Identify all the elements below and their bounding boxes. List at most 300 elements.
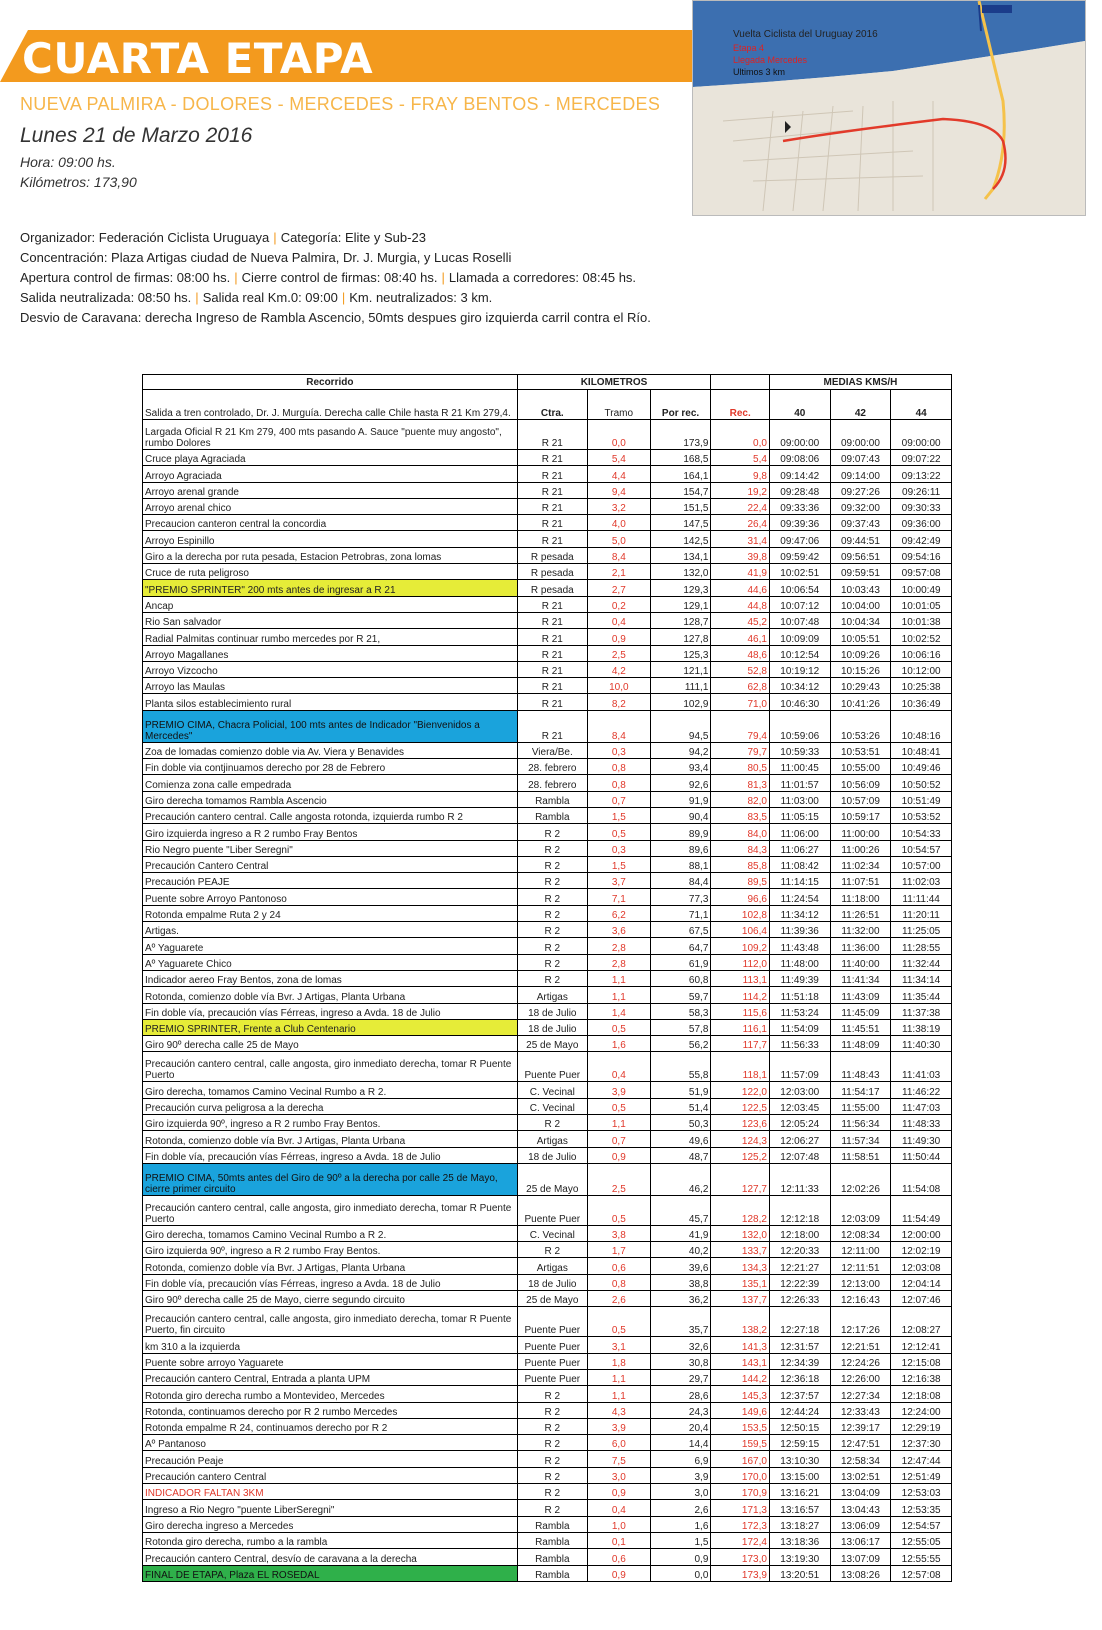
cell-media-44: 10:06:16 (891, 645, 952, 661)
cell-rec: 9,8 (711, 466, 770, 482)
cell-ctra: R 21 (517, 450, 587, 466)
cell-por-rec: 6,9 (650, 1451, 711, 1467)
cell-recorrido: FINAL DE ETAPA, Plaza EL ROSEDAL (143, 1565, 518, 1581)
cell-recorrido: Arroyo Vizcocho (143, 661, 518, 677)
cell-tramo: 2,1 (587, 564, 650, 580)
cell-media-42: 09:44:51 (830, 531, 891, 547)
cell-rec: 114,2 (711, 987, 770, 1003)
cell-media-42: 10:53:26 (830, 710, 891, 742)
cell-por-rec: 64,7 (650, 938, 711, 954)
cell-rec: 172,3 (711, 1516, 770, 1532)
subheader-42: 42 (830, 390, 891, 420)
cell-rec: 84,0 (711, 824, 770, 840)
cell-media-42: 11:02:34 (830, 856, 891, 872)
cell-tramo: 0,3 (587, 840, 650, 856)
cell-por-rec: 125,3 (650, 645, 711, 661)
cell-media-42: 12:39:17 (830, 1418, 891, 1434)
cell-tramo: 1,7 (587, 1242, 650, 1258)
cell-media-42: 11:58:51 (830, 1147, 891, 1163)
cell-media-42: 12:33:43 (830, 1402, 891, 1418)
cell-por-rec: 49,6 (650, 1131, 711, 1147)
cell-rec: 0,0 (711, 420, 770, 450)
cell-rec: 122,0 (711, 1082, 770, 1098)
cell-media-42: 10:04:34 (830, 612, 891, 628)
header-recorrido: Recorrido (143, 375, 518, 390)
cell-rec: 41,9 (711, 564, 770, 580)
cell-media-40: 11:53:24 (769, 1003, 830, 1019)
cell-media-42: 13:04:09 (830, 1484, 891, 1500)
cell-media-40: 11:34:12 (769, 905, 830, 921)
cell-recorrido: Fin doble vía, precaución vías Férreas, ingreso a Avda. 18 de Julio (143, 1274, 518, 1290)
map-title: Vuelta Ciclista del Uruguay 2016 (733, 29, 878, 40)
cell-media-42: 10:09:26 (830, 645, 891, 661)
cell-media-44: 12:24:00 (891, 1402, 952, 1418)
cell-tramo: 3,1 (587, 1337, 650, 1353)
cell-ctra: Viera/Be. (517, 742, 587, 758)
cell-tramo: 2,8 (587, 954, 650, 970)
cell-recorrido: Precaución cantero Central (143, 1467, 518, 1483)
cell-tramo: 1,6 (587, 1036, 650, 1052)
cell-media-40: 12:06:27 (769, 1131, 830, 1147)
cell-media-42: 13:08:26 (830, 1565, 891, 1581)
cell-recorrido: km 310 a la izquierda (143, 1337, 518, 1353)
cell-tramo: 0,9 (587, 1565, 650, 1581)
table-row (143, 580, 952, 596)
cell-rec: 143,1 (711, 1353, 770, 1369)
stage-hora: Hora: 09:00 hs. (20, 154, 116, 170)
table-row (143, 1516, 952, 1532)
cell-media-44: 10:01:05 (891, 596, 952, 612)
cell-recorrido: Arroyo Agraciada (143, 466, 518, 482)
cell-media-40: 12:07:48 (769, 1147, 830, 1163)
cell-tramo: 7,1 (587, 889, 650, 905)
cell-media-44: 10:36:49 (891, 694, 952, 710)
cell-ctra: R 21 (517, 645, 587, 661)
table-subheader-row (143, 390, 952, 420)
cell-media-40: 11:56:33 (769, 1036, 830, 1052)
cell-ctra: Rambla (517, 1516, 587, 1532)
cell-media-44: 10:01:38 (891, 612, 952, 628)
cell-ctra: 18 de Julio (517, 1147, 587, 1163)
cell-recorrido: Precaucion canteron central la concordia (143, 515, 518, 531)
cell-media-40: 09:47:06 (769, 531, 830, 547)
cell-media-42: 12:11:51 (830, 1258, 891, 1274)
cell-media-40: 11:03:00 (769, 791, 830, 807)
cell-rec: 113,1 (711, 970, 770, 986)
cell-media-40: 10:02:51 (769, 564, 830, 580)
cell-por-rec: 29,7 (650, 1369, 711, 1385)
cell-por-rec: 38,8 (650, 1274, 711, 1290)
cell-rec: 62,8 (711, 678, 770, 694)
cell-media-42: 10:03:43 (830, 580, 891, 596)
cell-ctra: Puente Puer (517, 1369, 587, 1385)
cell-media-40: 10:07:12 (769, 596, 830, 612)
table-row (143, 775, 952, 791)
cell-rec: 133,7 (711, 1242, 770, 1258)
table-row (143, 694, 952, 710)
cell-tramo: 1,1 (587, 1369, 650, 1385)
cell-ctra: R 21 (517, 678, 587, 694)
table-row (143, 596, 952, 612)
cell-rec: 128,2 (711, 1195, 770, 1225)
cell-por-rec: 154,7 (650, 482, 711, 498)
cell-ctra: R 2 (517, 954, 587, 970)
cell-media-44: 09:30:33 (891, 498, 952, 514)
cell-media-42: 11:57:34 (830, 1131, 891, 1147)
cell-media-42: 10:57:09 (830, 791, 891, 807)
cell-recorrido: Precaución cantero central. Calle angosta rotonda, izquierda rumbo R 2 (143, 807, 518, 823)
cell-por-rec: 24,3 (650, 1402, 711, 1418)
cell-tramo: 4,0 (587, 515, 650, 531)
cell-media-44: 12:04:14 (891, 1274, 952, 1290)
cell-ctra: R 2 (517, 905, 587, 921)
cell-ctra: R 21 (517, 531, 587, 547)
cell-por-rec: 2,6 (650, 1500, 711, 1516)
table-row (143, 922, 952, 938)
table-row (143, 661, 952, 677)
cell-media-42: 11:36:00 (830, 938, 891, 954)
cell-tramo: 1,0 (587, 1516, 650, 1532)
cell-recorrido: Ingreso a Rio Negro "puente LiberSeregni" (143, 1500, 518, 1516)
cell-media-42: 12:17:26 (830, 1307, 891, 1337)
cell-media-40: 10:09:09 (769, 629, 830, 645)
cell-por-rec: 40,2 (650, 1242, 711, 1258)
cell-rec: 141,3 (711, 1337, 770, 1353)
info-row-desvio (20, 308, 651, 328)
table-row (143, 807, 952, 823)
cell-rec: 85,8 (711, 856, 770, 872)
table-row (143, 759, 952, 775)
cell-media-40: 10:12:54 (769, 645, 830, 661)
cell-recorrido: Aº Pantanoso (143, 1435, 518, 1451)
cell-media-40: 12:50:15 (769, 1418, 830, 1434)
cell-rec: 22,4 (711, 498, 770, 514)
cell-recorrido: Precaución cantero central, calle angosta, giro inmediato derecha, tomar R Puente Puerto, fin circuito (143, 1307, 518, 1337)
cell-tramo: 0,2 (587, 596, 650, 612)
cell-media-42: 10:15:26 (830, 661, 891, 677)
cell-media-44: 12:51:49 (891, 1467, 952, 1483)
cell-ctra: Rambla (517, 1565, 587, 1581)
cell-por-rec: 77,3 (650, 889, 711, 905)
cell-recorrido: Cruce playa Agraciada (143, 450, 518, 466)
table-row (143, 987, 952, 1003)
subheader-44: 44 (891, 390, 952, 420)
cell-media-44: 10:50:52 (891, 775, 952, 791)
cell-media-44: 10:00:49 (891, 580, 952, 596)
cell-recorrido: Precaución cantero Central, desvío de caravana a la derecha (143, 1549, 518, 1565)
cell-media-40: 12:34:39 (769, 1353, 830, 1369)
cell-media-42: 09:07:43 (830, 450, 891, 466)
cell-rec: 31,4 (711, 531, 770, 547)
cell-recorrido: Giro a la derecha por ruta pesada, Estacion Petrobras, zona lomas (143, 547, 518, 563)
cell-por-rec: 129,3 (650, 580, 711, 596)
cell-media-42: 10:53:51 (830, 742, 891, 758)
cell-por-rec: 51,9 (650, 1082, 711, 1098)
cell-rec: 106,4 (711, 922, 770, 938)
cell-rec: 137,7 (711, 1291, 770, 1307)
cell-tramo: 1,1 (587, 1386, 650, 1402)
cell-por-rec: 39,6 (650, 1258, 711, 1274)
cell-recorrido: Fin doble vía, precaución vías Férreas, ingreso a Avda. 18 de Julio (143, 1147, 518, 1163)
cell-por-rec: 93,4 (650, 759, 711, 775)
cell-media-44: 10:51:49 (891, 791, 952, 807)
table-row (143, 645, 952, 661)
cell-media-44: 10:48:41 (891, 742, 952, 758)
cell-media-44: 09:07:22 (891, 450, 952, 466)
cell-ctra: R 2 (517, 1435, 587, 1451)
cell-recorrido: PREMIO SPRINTER, Frente a Club Centenario (143, 1019, 518, 1035)
cell-tramo: 10,0 (587, 678, 650, 694)
cell-media-42: 12:13:00 (830, 1274, 891, 1290)
cell-ctra: 25 de Mayo (517, 1036, 587, 1052)
cell-por-rec: 88,1 (650, 856, 711, 872)
cell-tramo: 3,6 (587, 922, 650, 938)
cell-ctra: R pesada (517, 580, 587, 596)
cell-media-44: 09:13:22 (891, 466, 952, 482)
cell-recorrido: Artigas. (143, 922, 518, 938)
cell-media-44: 12:16:38 (891, 1369, 952, 1385)
cell-ctra: R 2 (517, 970, 587, 986)
table-row (143, 1274, 952, 1290)
cell-media-42: 12:21:51 (830, 1337, 891, 1353)
cell-tramo: 0,8 (587, 775, 650, 791)
cell-media-40: 12:03:00 (769, 1082, 830, 1098)
cell-media-44: 10:02:52 (891, 629, 952, 645)
cell-tramo: 0,5 (587, 1307, 650, 1337)
cell-por-rec: 164,1 (650, 466, 711, 482)
cell-ctra: Artigas (517, 987, 587, 1003)
cell-media-40: 12:26:33 (769, 1291, 830, 1307)
cell-media-40: 12:12:18 (769, 1195, 830, 1225)
cell-rec: 122,5 (711, 1098, 770, 1114)
cell-media-42: 09:37:43 (830, 515, 891, 531)
cell-tramo: 0,6 (587, 1549, 650, 1565)
cell-media-44: 12:29:19 (891, 1418, 952, 1434)
table-row (143, 954, 952, 970)
cell-ctra: R 2 (517, 1418, 587, 1434)
cell-por-rec: 56,2 (650, 1036, 711, 1052)
cell-tramo: 6,0 (587, 1435, 650, 1451)
cell-por-rec: 1,6 (650, 1516, 711, 1532)
cell-recorrido: Rio Negro puente "Liber Seregni" (143, 840, 518, 856)
cell-por-rec: 55,8 (650, 1052, 711, 1082)
cell-media-42: 10:41:26 (830, 694, 891, 710)
subheader-ctra: Ctra. (517, 390, 587, 420)
cell-media-42: 12:02:26 (830, 1163, 891, 1195)
cell-recorrido: Arroyo Magallanes (143, 645, 518, 661)
header-medias: MEDIAS KMS/H (769, 375, 951, 390)
table-row (143, 1147, 952, 1163)
cell-rec: 153,5 (711, 1418, 770, 1434)
cell-recorrido: Rio San salvador (143, 612, 518, 628)
cell-recorrido: Arroyo Espinillo (143, 531, 518, 547)
stage-date: Lunes 21 de Marzo 2016 (20, 124, 253, 147)
cell-media-44: 09:26:11 (891, 482, 952, 498)
cell-tramo: 9,4 (587, 482, 650, 498)
cell-ctra: R 21 (517, 498, 587, 514)
cell-media-42: 12:16:43 (830, 1291, 891, 1307)
cell-media-44: 12:03:08 (891, 1258, 952, 1274)
cell-recorrido: "PREMIO SPRINTER" 200 mts antes de ingresar a R 21 (143, 580, 518, 596)
cell-rec: 116,1 (711, 1019, 770, 1035)
cell-por-rec: 14,4 (650, 1435, 711, 1451)
table-row (143, 1082, 952, 1098)
cierre-text: Cierre control de firmas: 08:40 hs. (241, 270, 438, 285)
apertura-text: Apertura control de firmas: 08:00 hs. (20, 270, 231, 285)
cell-rec: 170,9 (711, 1484, 770, 1500)
salida-real-text: Salida real Km.0: 09:00 (202, 290, 338, 305)
cell-media-40: 11:06:27 (769, 840, 830, 856)
cell-media-44: 12:08:27 (891, 1307, 952, 1337)
cell-ctra: R 2 (517, 856, 587, 872)
cell-media-40: 09:39:36 (769, 515, 830, 531)
cell-media-40: 09:28:48 (769, 482, 830, 498)
cell-ctra: C. Vecinal (517, 1098, 587, 1114)
cell-ctra: R 21 (517, 596, 587, 612)
cell-media-44: 11:46:22 (891, 1082, 952, 1098)
cell-rec: 44,6 (711, 580, 770, 596)
cell-tramo: 0,7 (587, 1131, 650, 1147)
cell-media-40: 09:00:00 (769, 420, 830, 450)
cell-tramo: 4,2 (587, 661, 650, 677)
cell-ctra: Rambla (517, 791, 587, 807)
cell-ctra: R pesada (517, 547, 587, 563)
cell-recorrido: Zoa de lomadas comienzo doble via Av. Viera y Benavides (143, 742, 518, 758)
cell-media-40: 13:18:36 (769, 1532, 830, 1548)
cell-por-rec: 89,6 (650, 840, 711, 856)
cell-tramo: 0,5 (587, 1019, 650, 1035)
cell-media-40: 10:19:12 (769, 661, 830, 677)
cell-rec: 134,3 (711, 1258, 770, 1274)
cell-por-rec: 0,0 (650, 1565, 711, 1581)
cell-por-rec: 91,9 (650, 791, 711, 807)
cell-rec: 118,1 (711, 1052, 770, 1082)
cell-por-rec: 48,7 (650, 1147, 711, 1163)
cell-por-rec: 60,8 (650, 970, 711, 986)
cell-media-44: 11:37:38 (891, 1003, 952, 1019)
cell-rec: 89,5 (711, 873, 770, 889)
cell-ctra: 25 de Mayo (517, 1291, 587, 1307)
cell-media-40: 12:05:24 (769, 1114, 830, 1130)
table-row (143, 1549, 952, 1565)
stage-info (20, 228, 651, 328)
cell-tramo: 5,0 (587, 531, 650, 547)
cell-media-42: 10:56:09 (830, 775, 891, 791)
table-row (143, 1242, 952, 1258)
cell-recorrido: PREMIO CIMA, 50mts antes del Giro de 90º a la derecha por calle 25 de Mayo, cierre primer circuito (143, 1163, 518, 1195)
cell-media-44: 12:15:08 (891, 1353, 952, 1369)
cell-tramo: 3,9 (587, 1082, 650, 1098)
cell-recorrido: Planta silos establecimiento rural (143, 694, 518, 710)
cell-media-44: 10:25:38 (891, 678, 952, 694)
cell-media-40: 11:49:39 (769, 970, 830, 986)
cell-media-40: 10:34:12 (769, 678, 830, 694)
cell-media-44: 12:55:55 (891, 1549, 952, 1565)
table-row (143, 1307, 952, 1337)
desvio-text: Desvio de Caravana: derecha Ingreso de Rambla Ascencio, 50mts despues giro izquierda carril contra el Río. (20, 310, 651, 325)
cell-por-rec: 102,9 (650, 694, 711, 710)
map-arrival-label: Llegada Mercedes (733, 55, 808, 65)
cell-media-40: 12:21:27 (769, 1258, 830, 1274)
table-row (143, 889, 952, 905)
cell-recorrido: Largada Oficial R 21 Km 279, 400 mts pasando A. Sauce "puente muy angosto", rumbo Dolores (143, 420, 518, 450)
cell-media-40: 13:18:27 (769, 1516, 830, 1532)
cell-rec: 172,4 (711, 1532, 770, 1548)
info-row-concentracion (20, 248, 651, 268)
cell-ctra: R 2 (517, 889, 587, 905)
cell-media-42: 12:27:34 (830, 1386, 891, 1402)
cell-por-rec: 1,5 (650, 1532, 711, 1548)
cell-recorrido: Giro izquierda ingreso a R 2 rumbo Fray Bentos (143, 824, 518, 840)
table-row (143, 1225, 952, 1241)
cell-media-40: 09:33:36 (769, 498, 830, 514)
cell-ctra: Puente Puer (517, 1353, 587, 1369)
cell-por-rec: 89,9 (650, 824, 711, 840)
cell-recorrido: Arroyo arenal chico (143, 498, 518, 514)
cell-rec: 145,3 (711, 1386, 770, 1402)
cell-recorrido: Rotonda, comienzo doble vía Bvr. J Artigas, Planta Urbana (143, 1131, 518, 1147)
cell-media-40: 11:05:15 (769, 807, 830, 823)
cell-ctra: 18 de Julio (517, 1274, 587, 1290)
cell-ctra: R 2 (517, 840, 587, 856)
cell-media-40: 09:59:42 (769, 547, 830, 563)
cell-por-rec: 111,1 (650, 678, 711, 694)
cell-media-40: 10:59:33 (769, 742, 830, 758)
cell-media-40: 10:07:48 (769, 612, 830, 628)
cell-rec: 52,8 (711, 661, 770, 677)
table-row (143, 515, 952, 531)
cell-rec: 71,0 (711, 694, 770, 710)
cell-por-rec: 50,3 (650, 1114, 711, 1130)
table-row (143, 905, 952, 921)
cell-recorrido: Rotonda, comienzo doble vía Bvr. J Artigas, Planta Urbana (143, 987, 518, 1003)
cell-media-40: 11:48:00 (769, 954, 830, 970)
cell-media-44: 10:49:46 (891, 759, 952, 775)
cell-media-42: 12:11:00 (830, 1242, 891, 1258)
first-route-desc: Salida a tren controlado, Dr. J. Murguía. Derecha calle Chile hasta R 21 Km 279,4. (143, 390, 518, 420)
cell-tramo: 3,0 (587, 1467, 650, 1483)
cell-recorrido: Precaución PEAJE (143, 873, 518, 889)
cell-media-40: 13:15:00 (769, 1467, 830, 1483)
cell-ctra: R 21 (517, 629, 587, 645)
cell-por-rec: 61,9 (650, 954, 711, 970)
cell-rec: 5,4 (711, 450, 770, 466)
table-row (143, 1500, 952, 1516)
table-row (143, 938, 952, 954)
cell-tramo: 3,8 (587, 1225, 650, 1241)
cell-ctra: Artigas (517, 1131, 587, 1147)
table-row (143, 742, 952, 758)
cell-por-rec: 132,0 (650, 564, 711, 580)
cell-media-42: 11:26:51 (830, 905, 891, 921)
salida-neutralizada-text: Salida neutralizada: 08:50 hs. (20, 290, 192, 305)
cell-rec: 135,1 (711, 1274, 770, 1290)
cell-por-rec: 35,7 (650, 1307, 711, 1337)
cell-media-44: 12:37:30 (891, 1435, 952, 1451)
cell-recorrido: Giro derecha ingreso a Mercedes (143, 1516, 518, 1532)
cell-tramo: 0,5 (587, 1098, 650, 1114)
table-row (143, 1369, 952, 1385)
table-row (143, 856, 952, 872)
cell-rec: 170,0 (711, 1467, 770, 1483)
cell-recorrido: Rotonda empalme R 24, continuamos derecho por R 2 (143, 1418, 518, 1434)
table-row (143, 420, 952, 450)
cell-rec: 124,3 (711, 1131, 770, 1147)
cell-media-44: 12:55:05 (891, 1532, 952, 1548)
cell-rec: 127,7 (711, 1163, 770, 1195)
cell-media-42: 11:00:26 (830, 840, 891, 856)
cell-recorrido: Giro 90º derecha calle 25 de Mayo, cierre segundo circuito (143, 1291, 518, 1307)
